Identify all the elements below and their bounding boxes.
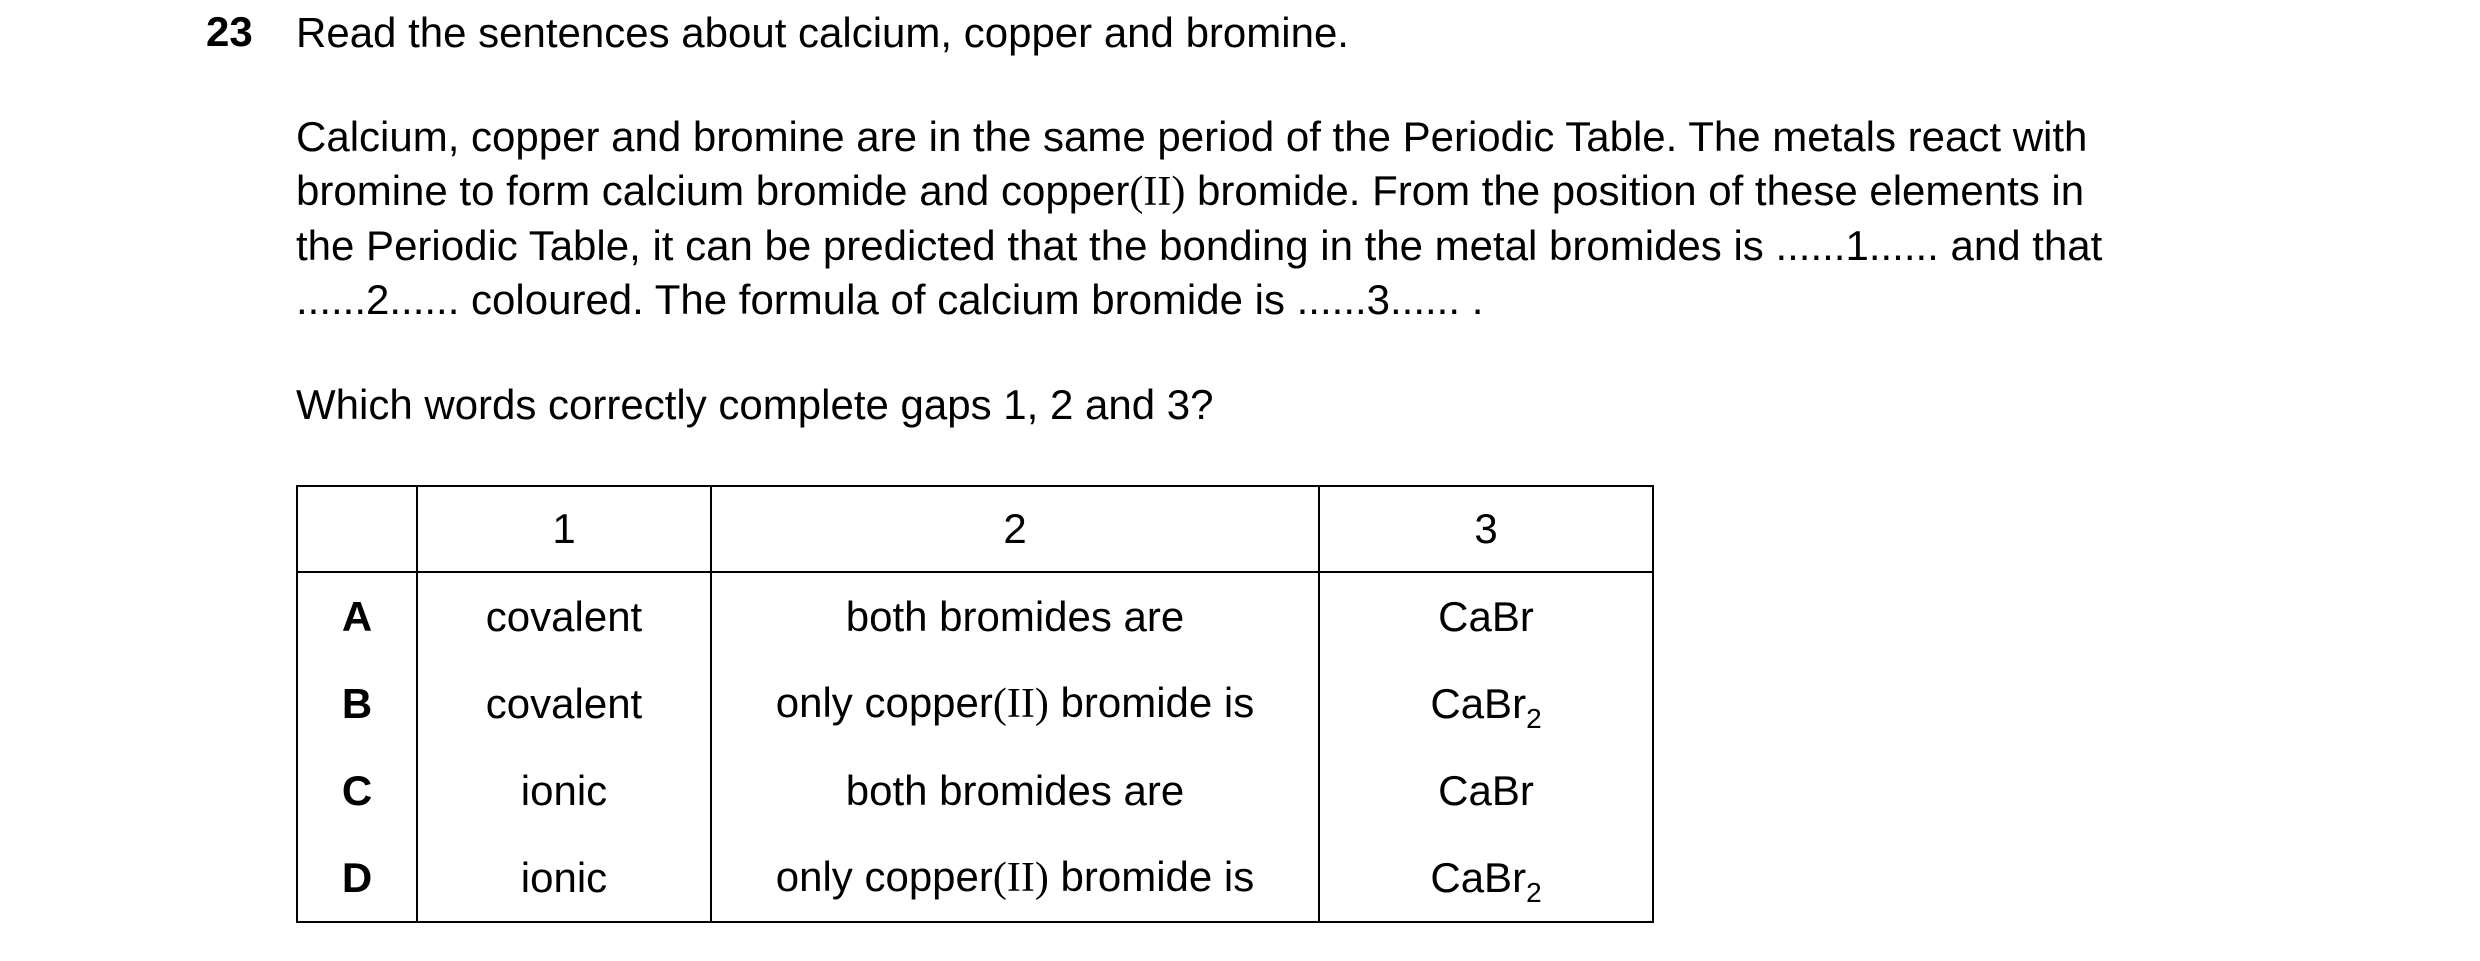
question-number: 23 [206, 8, 253, 55]
option-gap-2: only copper(II) bromide is [711, 660, 1319, 747]
option-gap-1: covalent [417, 572, 711, 660]
formula: CaBr [1430, 679, 1527, 727]
option-gap-1: covalent [417, 660, 711, 747]
table-header-row [297, 486, 1653, 572]
question-prompt: Which words correctly complete gaps 1, 2 and 3? [296, 381, 1214, 428]
option-gap-3 [1319, 747, 1653, 834]
option-letter[interactable]: D [297, 834, 417, 922]
formula: CaBr [1438, 592, 1534, 640]
header-cell-gap-3: 3 [1319, 486, 1653, 572]
passage-line: the Periodic Table, it can be predicted that the bonding in the metal bromides is ......1...... and that [296, 222, 2103, 269]
option-gap-1: ionic [417, 747, 711, 834]
option-gap-2: both bromides are [711, 747, 1319, 834]
passage-line: Calcium, copper and bromine are in the same period of the Periodic Table. The metals react with [296, 113, 2088, 160]
header-cell-gap-2: 2 [711, 486, 1319, 572]
header-cell-letter [297, 486, 417, 572]
table-row[interactable] [297, 572, 1653, 660]
option-gap-2: both bromides are [711, 572, 1319, 660]
formula-subscript: 2 [1526, 702, 1542, 734]
answer-table [296, 485, 1654, 923]
header-cell-gap-1: 1 [417, 486, 711, 572]
option-gap-3 [1319, 660, 1653, 747]
formula: CaBr [1438, 766, 1534, 814]
roman-numeral: (II) [992, 855, 1049, 901]
table-row[interactable] [297, 660, 1653, 747]
passage-line: bromine to form calcium bromide and copper(II) bromide. From the position of these elements in [296, 167, 2085, 215]
passage-line: ......2...... coloured. The formula of calcium bromide is ......3...... . [296, 276, 1484, 323]
table-row[interactable] [297, 747, 1653, 834]
option-gap-3 [1319, 572, 1653, 660]
option-letter[interactable]: B [297, 660, 417, 747]
formula: CaBr [1430, 853, 1527, 901]
table-row[interactable] [297, 834, 1653, 922]
roman-numeral: (II) [1129, 169, 1186, 215]
roman-numeral: (II) [992, 681, 1049, 727]
option-gap-3 [1319, 834, 1653, 922]
option-letter[interactable]: C [297, 747, 417, 834]
formula-subscript: 2 [1526, 876, 1542, 908]
option-gap-1: ionic [417, 834, 711, 922]
option-letter[interactable]: A [297, 572, 417, 660]
option-gap-2: only copper(II) bromide is [711, 834, 1319, 922]
passage [296, 110, 2306, 327]
question-intro: Read the sentences about calcium, copper and bromine. [296, 9, 1349, 56]
